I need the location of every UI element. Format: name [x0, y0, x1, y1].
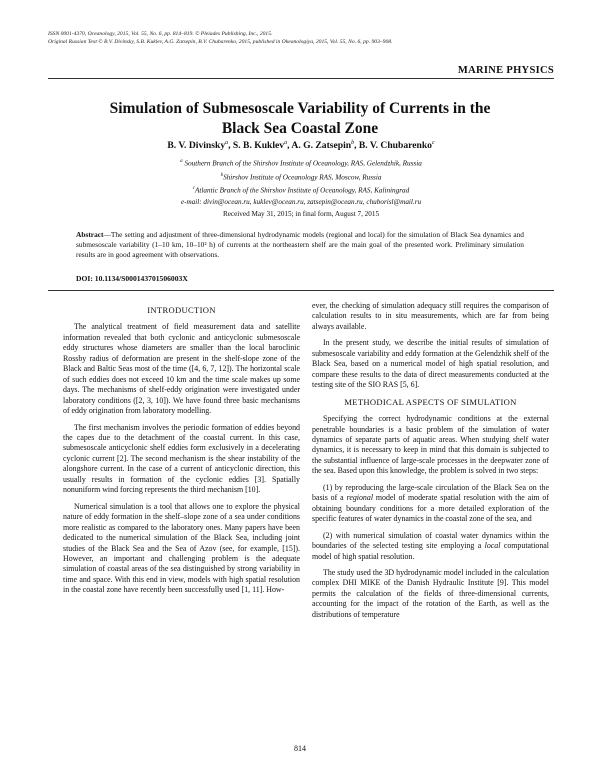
paragraph: The study used the 3D hydrodynamic model included in the calculation complex DHI MIKE of the Danish Hydraulic Institute [9]. This model permits the calculation of the fields of three-dimensional currents, accounting for the impact of the rotation of the Earth, as well as the distributions of temperature [312, 567, 549, 619]
author-name: B. V. Divinsky [167, 140, 226, 152]
author-affil-mark: a [284, 140, 288, 146]
paragraph: (2) with numerical simulation of coastal water dynamics within the boundaries of the selected testing site employing a local computational model of high spatial resolution. [312, 530, 549, 561]
doi: DOI: 10.1134/S000143701506003X [76, 274, 188, 283]
left-column [63, 300, 300, 602]
paragraph-continuation: ever, the checking of simulation adequacy still requires the comparison of calculation results to in situ measurements, which are far from being always available. [312, 301, 549, 331]
author-separator: , [354, 140, 359, 152]
emphasis: local [484, 541, 501, 551]
received-date: Received May 31, 2015; in final form, August 7, 2015 [222, 210, 380, 218]
author-name: B. V. Chubarenko [358, 140, 432, 152]
paragraph: Numerical simulation is a tool that allows one to explore the physical nature of eddy formation in the shelf–slope zone of a sea under conditions more realistic as compared to the laboratory ones. Many papers have been dedicated to the numerical simulation of the Black Sea, including joint studies of the Black Sea and the Sea of Azov (see, for example, [15]). However, an important and challenging problem is the adequate simulation of coastal areas of the sea distinguished by strong variability in time and space. With this end in view, models with high spatial resolution in the coastal zone have recently been successfully used [1, 11]. How- [63, 501, 300, 595]
paragraph: The first mechanism involves the periodic formation of eddies beyond the capes due to the detachment of the coastal current. In this case, submesoscale anticyclonic shelf eddies form exclusively in a decelerating cyclonic current [2]. The second mechanism is the shear instability of the alongshore current. In the case of a current of anticyclonic direction, this usually results in formation of the cyclonic eddies [3]. Spatially nonuniform wind forcing represents the third mechanism [10]. [63, 422, 300, 495]
emphasis: regional [346, 493, 374, 503]
paragraph: Specifying the correct hydrodynamic conditions at the external penetrable boundaries is a basic problem of the simulation of water dynamics of separate parts of aquatic areas. When studying shelf water dynamics, it is necessary to keep in mind that this domain is subjected to the substantial influence of large-scale processes in the deepwater zone of the sea. Based upon this knowledge, the problem is solved in two steps: [312, 414, 549, 476]
affiliation-item: $^a$ Southern Branch of the Shirshov Institute of Oceanology, RAS, Gelendzhik, Russia [180, 159, 422, 168]
author-separator: , [287, 140, 292, 152]
paragraph: (1) by reproducing the large-scale circulation of the Black Sea on the basis of a regional model of moderate spatial resolution with the aim of obtaining boundary conditions for a more detailed exploration of the specific features of water dynamics in the coastal zone of the sea, and [312, 482, 549, 524]
author-affil-mark: c [431, 140, 435, 146]
running-header [48, 30, 554, 46]
affiliation-item: $^b$Shirshov Institute of Oceanology RAS, Moscow, Russia [220, 172, 382, 181]
introduction-heading: INTRODUCTION [147, 305, 216, 315]
affiliation-list [48, 156, 554, 208]
affiliation-item: $^c$Atlantic Branch of the Shirshov Institute of Oceanology, RAS, Kaliningrad [192, 186, 410, 195]
page-number: 814 [294, 744, 306, 753]
author-affil-mark: a [225, 140, 229, 146]
paragraph: In the present study, we describe the initial results of simulation of submesoscale variability and eddy formation at the Gelendzhik shelf of the Black Sea, based on a numerical model of high spatial resolution, and compare these results to the data of direct measurements conducted at the testing site of the SIO RAS [5, 6]. [312, 338, 549, 390]
header-line-2: Original Russian Text © B.V. Divinsky, S.B. Kuklev, A.G. Zatsepin, B.V. Chubarenko, 2015, published in Okeanologiya, 2015, Vol. 55, No. 6, pp. 903–908. [48, 39, 393, 45]
section-title: MARINE PHYSICS [457, 65, 554, 76]
abstract-rule [48, 290, 554, 291]
header-line-1: ISSN 0001-4370, Oceanology, 2015, Vol. 55, No. 6, pp. 814–819. © Pleiades Publishing, Inc., 2015. [48, 31, 273, 37]
right-column [312, 301, 549, 626]
author-name: A. G. Zatsepin [291, 140, 352, 152]
author-separator: , [228, 140, 233, 152]
paragraph: The analytical treatment of field measurement data and satellite information revealed that both cyclonic and anticyclonic submesoscale eddy structures whose diameters are smaller than the local baroclinic Rossby radius of deformation are present in the shelf-slope zone of the Black and Baltic Seas most of the time ([4, 6, 7, 12]). The horizontal scale of such eddies does not exceed 10 km and the time scale makes up some days. The mechanisms of shelf-eddy origination were investigated under laboratory conditions ([2, 3, 10]). We have found three basic mechanisms of eddy origination from laboratory modelling. [63, 322, 300, 416]
author-affil-mark: b [351, 140, 355, 146]
section-rule [48, 78, 554, 79]
abstract-text: —The setting and adjustment of three-dimensional hydrodynamic models (regional and local) for the simulation of Black Sea dynamics and submesoscale variability (1–10 km, 10–10² h) of currents at the northeastern shelf are the main goal of the presented work. Preliminary simulation results are in good agreement with observations. [76, 230, 524, 260]
methods-heading: METHODICAL ASPECTS OF SIMULATION [344, 396, 517, 407]
author-list [48, 140, 554, 151]
paper-title: Simulation of Submesoscale Variability of Currents in the Black Sea Coastal Zone [109, 100, 491, 137]
author-name: S. B. Kuklev [232, 140, 285, 152]
abstract-label: Abstract [76, 230, 104, 239]
email-line: e-mail: divin@ocean.ru, kuklev@ocean.ru, zatsepin@ocean.ru, chuborisl@mail.ru [180, 197, 422, 206]
abstract [76, 230, 524, 261]
